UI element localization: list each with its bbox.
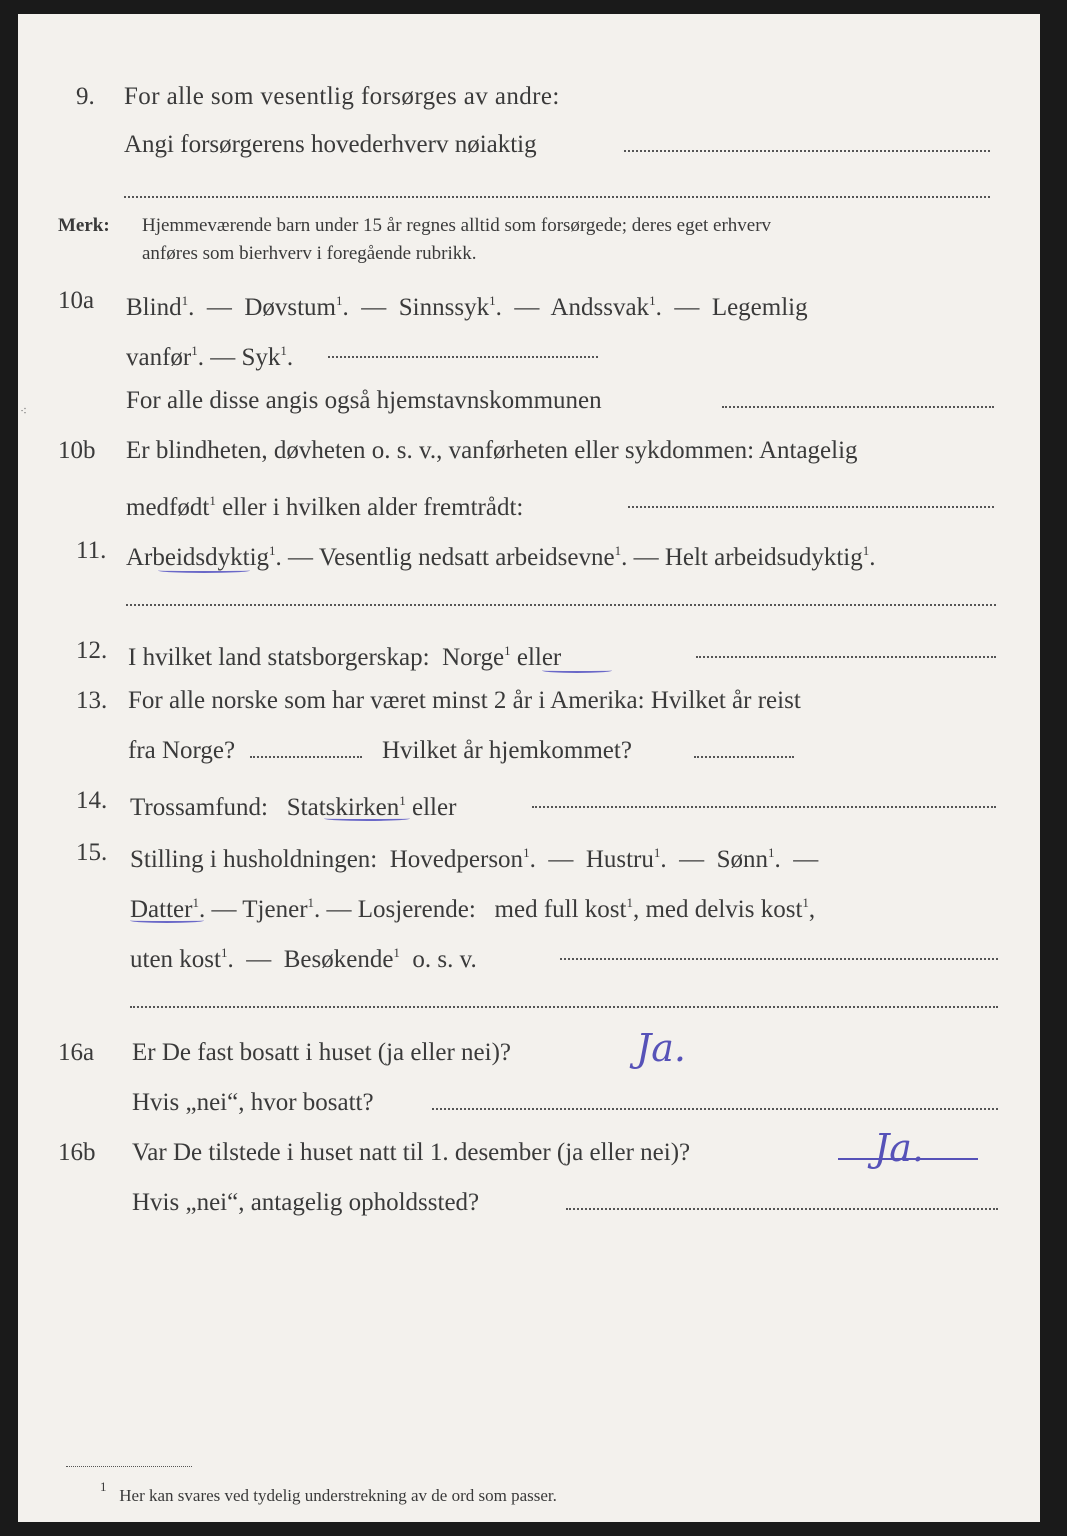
q15-sonn[interactable]: Sønn (716, 846, 769, 873)
q15-besokende[interactable]: Besøkende (283, 946, 394, 973)
q11-arbeidsdyktig[interactable]: Arbeidsdyktig (126, 544, 270, 571)
q14-number: 14. (76, 787, 108, 814)
q10a-legemlig: Legemlig (711, 294, 808, 321)
q10b-answer-line[interactable] (628, 506, 994, 508)
q13-hjemkommet-line[interactable] (694, 756, 794, 758)
q10a-syk: Syk (241, 344, 281, 371)
q13-line2a: fra Norge? (128, 737, 236, 764)
q11-nedsatt[interactable]: Vesentlig nedsatt arbeidsevne (318, 544, 615, 571)
q10a-line1: Blind$^1$. — Døvstum$^1$. — Sinnssyk$^1$. — Andssvak$^1$. — Legemlig (126, 293, 808, 321)
q16a-line1: Er De fast bosatt i huset (ja eller nei)? (132, 1039, 512, 1066)
q15-datter[interactable]: Datter (130, 896, 193, 923)
q10a-hjemstavn-line[interactable] (722, 406, 994, 408)
q16a-answer-line[interactable] (432, 1108, 998, 1110)
q16a-handwritten-answer[interactable]: Ja. (636, 1026, 686, 1070)
q9-line2: Angi forsørgerens hovederhverv nøiaktig (124, 131, 537, 158)
q10a-line3: For alle disse angis også hjemstavnskommunen (126, 387, 602, 414)
q16b-answer-line[interactable] (566, 1208, 998, 1210)
footnote (100, 1476, 557, 1507)
q15-hovedperson[interactable]: Hovedperson (389, 846, 524, 873)
q13-line1: For alle norske som har været minst 2 år i Amerika: Hvilket år reist (128, 687, 801, 714)
q10a-number: 10a (58, 287, 95, 314)
q15-number: 15. (76, 839, 108, 866)
q15-answer-line[interactable] (560, 958, 998, 960)
q15-tjener[interactable]: Tjener (242, 896, 308, 923)
q15-line3: uten kost$^1$. — Besøkende$^1$ o. s. v. (130, 945, 477, 973)
q15-underline-mark (130, 918, 204, 923)
q9-line1: For alle som vesentlig forsørges av andre: (124, 83, 560, 110)
q16b-number: 16b (58, 1139, 96, 1166)
census-form-page (18, 14, 1040, 1522)
q16b-line2: Hvis „nei“, antagelig opholdssted? (132, 1189, 480, 1216)
q15-hustru[interactable]: Hustru (585, 846, 654, 873)
q10a-answer-line[interactable] (328, 356, 598, 358)
q9-answer-line[interactable] (624, 150, 990, 152)
q10a-vanfor: vanfør (126, 344, 192, 371)
q10b-line2: medfødt$^1$ eller i hvilken alder fremtrådt: (126, 493, 524, 521)
q12-underline-mark (542, 668, 612, 673)
q14-statskirken[interactable]: Statskirken (286, 794, 400, 821)
q11-number: 11. (76, 537, 107, 564)
q10a-dovstum: Døvstum (244, 294, 337, 321)
q13-number: 13. (76, 687, 108, 714)
footnote-rule (66, 1466, 192, 1467)
q14-line: Trossamfund: Statskirken$^1$ eller (130, 793, 457, 821)
q15-answer-line-2[interactable] (130, 1006, 998, 1008)
q11-line: Arbeidsdyktig$^1$. — Vesentlig nedsatt arbeidsevne$^1$. — Helt arbeidsudyktig$^1$. (126, 543, 876, 571)
q11-udyktig[interactable]: Helt arbeidsudyktig (664, 544, 863, 571)
q13-line2b: Hvilket år hjemkommet? (382, 737, 632, 764)
q14-underline-mark (324, 816, 410, 821)
note-line1: Hjemmeværende barn under 15 år regnes alltid som forsørgede; deres eget erhverv (142, 215, 772, 236)
note-label: Merk: (58, 215, 110, 236)
q12-answer-line[interactable] (696, 656, 996, 658)
q16a-line2: Hvis „nei“, hvor bosatt? (132, 1089, 374, 1116)
footnote-text: Her kan svares ved tydelig understrekning av de ord som passer. (119, 1486, 557, 1505)
footnote-mark: 1 (100, 1479, 107, 1494)
q11-underline-mark (158, 568, 250, 573)
q10a-andssvak: Andssvak (550, 294, 650, 321)
q12-norge[interactable]: Norge (442, 644, 505, 671)
q10a-blind: Blind (126, 294, 182, 321)
q11-answer-line[interactable] (126, 604, 996, 606)
q15-delvis[interactable]: med delvis kost (645, 896, 803, 923)
note-line2: anføres som bierhverv i foregående rubrikk. (142, 243, 477, 264)
q9-number: 9. (76, 83, 95, 110)
q10a-line2: vanfør$^1$. — Syk$^1$. (126, 343, 294, 371)
q15-utenkost[interactable]: uten kost (130, 946, 221, 973)
q12-number: 12. (76, 637, 108, 664)
q10a-sinnssyk: Sinnssyk (398, 294, 490, 321)
q16b-handwritten-answer[interactable]: Ja. (874, 1126, 924, 1170)
q16b-line1: Var De tilstede i huset natt til 1. desember (ja eller nei)? (132, 1139, 691, 1166)
q14-answer-line[interactable] (532, 806, 996, 808)
q13-reist-line[interactable] (250, 756, 362, 758)
margin-mark: ⁖ (20, 404, 28, 418)
q15-line1: Stilling i husholdningen: Hovedperson$^1$. — Hustru$^1$. — Sønn$^1$. — (130, 845, 819, 873)
q10b-number: 10b (58, 437, 96, 464)
q16a-number: 16a (58, 1039, 95, 1066)
q12-line: I hvilket land statsborgerskap: Norge$^1$ eller (128, 643, 562, 671)
q15-line2: Datter$^1$. — Tjener$^1$. — Losjerende: med full kost$^1$, med delvis kost$^1$, (130, 895, 816, 923)
q10b-line1: Er blindheten, døvheten o. s. v., vanførheten eller sykdommen: Antagelig (126, 437, 858, 464)
q16b-answer-stroke (838, 1158, 978, 1160)
q9-answer-line-2[interactable] (124, 196, 990, 198)
q15-fullkost[interactable]: med full kost (494, 896, 627, 923)
